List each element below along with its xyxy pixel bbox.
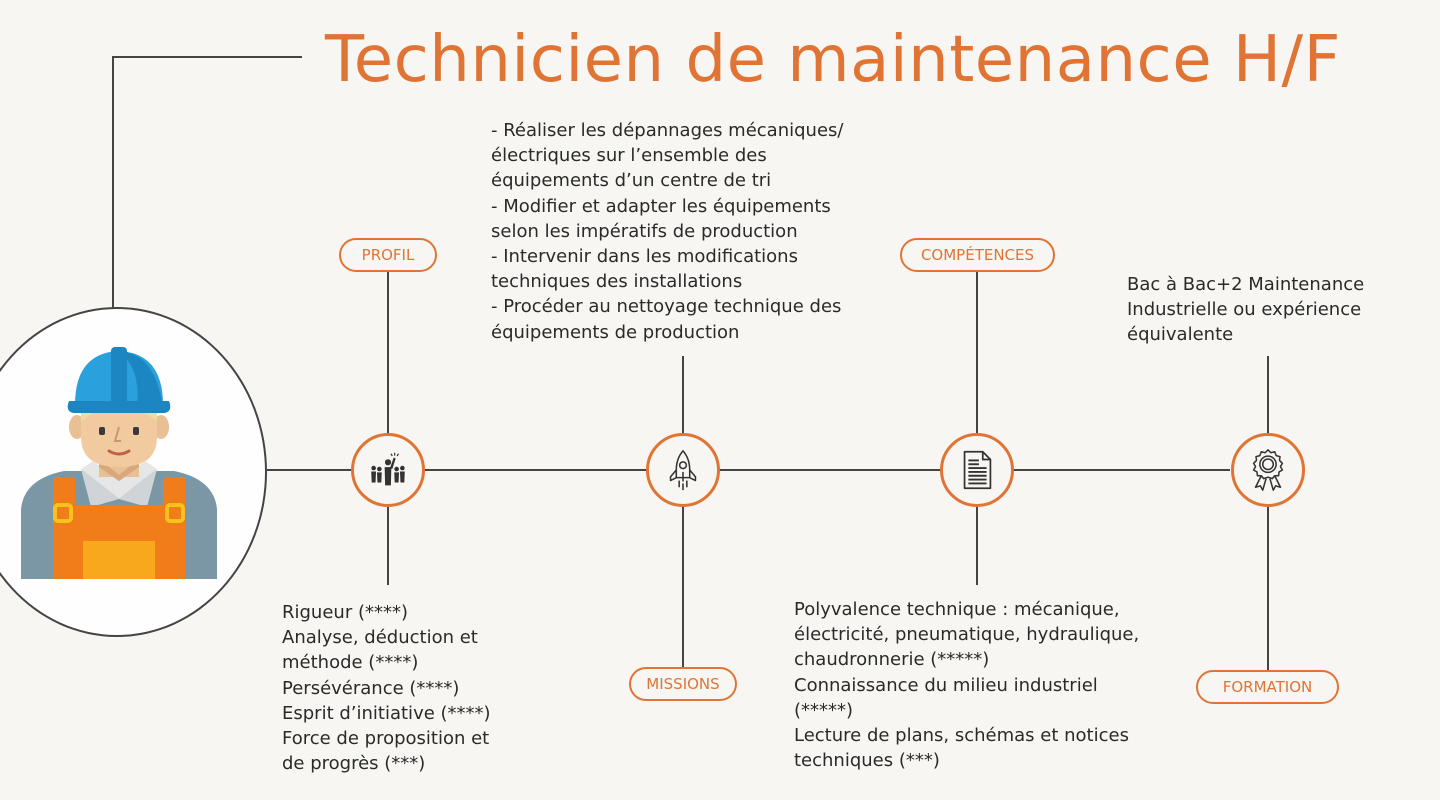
competences-node: [940, 433, 1014, 507]
competences-label: COMPÉTENCES: [920, 246, 1035, 264]
list-item: techniques des installations: [491, 271, 743, 293]
list-item: - Réaliser les dépannages mécaniques/: [491, 120, 844, 141]
list-item: Connaissance du milieu industriel: [794, 674, 1098, 696]
missions-node: [646, 433, 720, 507]
list-item: Persévérance (****): [282, 677, 460, 699]
list-item: selon les impératifs de production: [491, 220, 798, 242]
missions-label-pill: [629, 667, 737, 701]
list-item: équipements de production: [491, 321, 740, 343]
list-item: Industrielle ou expérience: [1127, 299, 1362, 321]
list-item: Analyse, déduction et: [282, 627, 478, 649]
list-item: Lecture de plans, schémas et notices: [794, 725, 1129, 747]
rocket-icon: [660, 447, 706, 493]
missions-label: MISSIONS: [646, 675, 720, 693]
list-item: (*****): [794, 699, 854, 721]
profil-label: PROFIL: [361, 246, 415, 264]
list-item: équipements d’un centre de tri: [491, 170, 772, 192]
list-item: équivalente: [1127, 324, 1234, 346]
profil-node: [351, 433, 425, 507]
list-item: électriques sur l’ensemble des: [491, 145, 767, 167]
avatar: [0, 307, 267, 637]
list-item: Force de proposition et: [282, 728, 490, 750]
list-item: Polyvalence technique : mécanique,: [794, 599, 1120, 620]
list-item: Esprit d’initiative (****): [282, 702, 491, 724]
missions-items: [491, 118, 843, 345]
page-title: Technicien de maintenance H/F: [325, 23, 1341, 97]
list-item: - Procéder au nettoyage technique des: [491, 296, 842, 318]
formation-node: [1231, 433, 1305, 507]
competences-items: [794, 597, 1139, 773]
worker-avatar-icon: [0, 309, 267, 637]
profil-items: [282, 600, 491, 776]
document-icon: [954, 447, 1000, 493]
list-item: chaudronnerie (*****): [794, 649, 990, 671]
profil-label-pill: [339, 238, 437, 272]
list-item: techniques (***): [794, 750, 940, 772]
formation-label-pill: [1196, 670, 1339, 704]
list-item: méthode (****): [282, 652, 419, 674]
list-item: - Modifier et adapter les équipements: [491, 195, 831, 217]
title-connector-line: [113, 57, 302, 308]
list-item: - Intervenir dans les modifications: [491, 246, 798, 268]
team-leader-icon: [365, 447, 411, 493]
list-item: électricité, pneumatique, hydraulique,: [794, 624, 1140, 646]
list-item: Rigueur (****): [282, 602, 408, 623]
formation-label: FORMATION: [1222, 678, 1313, 696]
list-item: de progrès (***): [282, 753, 426, 775]
award-rosette-icon: [1245, 447, 1291, 493]
competences-label-pill: [900, 238, 1055, 272]
formation-items: [1127, 272, 1364, 348]
list-item: Bac à Bac+2 Maintenance: [1127, 274, 1365, 295]
